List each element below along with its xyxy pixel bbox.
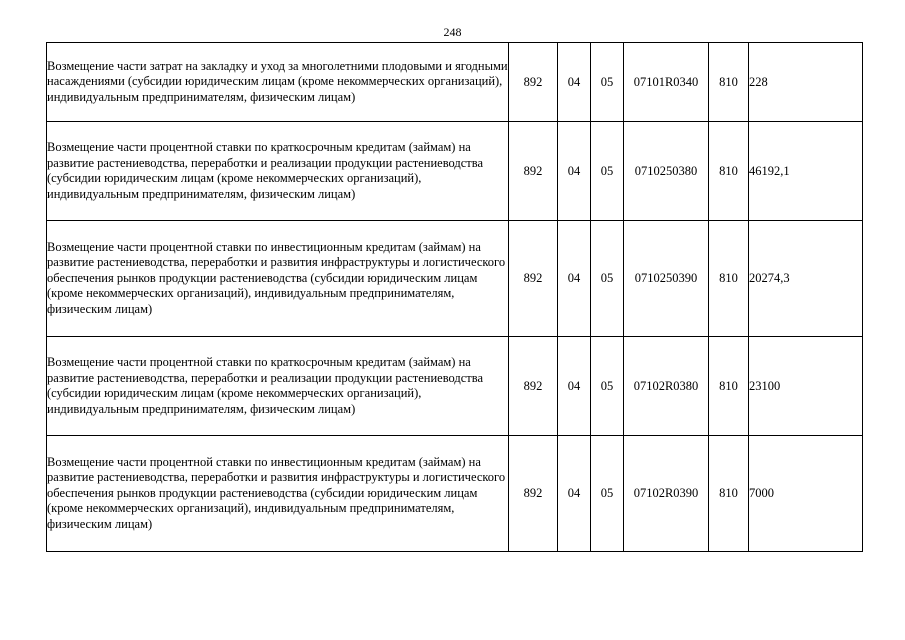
subsection-code-cell: 05 xyxy=(591,436,624,552)
amount-cell: 46192,1 xyxy=(749,122,863,221)
subsection-code-cell: 05 xyxy=(591,43,624,122)
subsection-code-cell: 05 xyxy=(591,337,624,436)
amount-cell: 228 xyxy=(749,43,863,122)
target-article-cell: 07101R0340 xyxy=(624,43,709,122)
section-code-cell: 04 xyxy=(558,337,591,436)
expense-name-cell: Возмещение части процентной ставки по инвестиционным кредитам (займам) на развитие растениеводства, переработки и развития инфраструктуры и логистического обеспечения рынков продукции растениеводства (субсидии юридическим лицам (кроме некоммерческих организаций), индивидуальным предпринимателям, физическим лицам) xyxy=(47,221,509,337)
table-row xyxy=(47,43,863,122)
section-code-cell: 04 xyxy=(558,122,591,221)
amount-cell: 20274,3 xyxy=(749,221,863,337)
amount-cell: 7000 xyxy=(749,436,863,552)
table-row xyxy=(47,337,863,436)
section-code-cell: 04 xyxy=(558,436,591,552)
ministry-code-cell: 892 xyxy=(509,43,558,122)
expense-type-cell: 810 xyxy=(709,436,749,552)
table-row xyxy=(47,436,863,552)
ministry-code-cell: 892 xyxy=(509,337,558,436)
ministry-code-cell: 892 xyxy=(509,221,558,337)
expense-name-cell: Возмещение части процентной ставки по краткосрочным кредитам (займам) на развитие растениеводства, переработки и реализации продукции растениеводства (субсидии юридическим лицам (кроме некоммерческих организаций), индивидуальным предпринимателям, физическим лицам) xyxy=(47,122,509,221)
expense-name-cell: Возмещение части затрат на закладку и уход за многолетними плодовыми и ягодными насаждениями (субсидии юридическим лицам (кроме некоммерческих организаций), индивидуальным предпринимателям, физическим лицам) xyxy=(47,43,509,122)
budget-table xyxy=(46,42,863,552)
subsection-code-cell: 05 xyxy=(591,122,624,221)
ministry-code-cell: 892 xyxy=(509,436,558,552)
expense-type-cell: 810 xyxy=(709,122,749,221)
amount-cell: 23100 xyxy=(749,337,863,436)
expense-type-cell: 810 xyxy=(709,337,749,436)
subsection-code-cell: 05 xyxy=(591,221,624,337)
table-row xyxy=(47,122,863,221)
target-article-cell: 07102R0380 xyxy=(624,337,709,436)
section-code-cell: 04 xyxy=(558,43,591,122)
page-number: 248 xyxy=(443,25,462,39)
section-code-cell: 04 xyxy=(558,221,591,337)
expense-name-cell: Возмещение части процентной ставки по инвестиционным кредитам (займам) на развитие растениеводства, переработки и развития инфраструктуры и логистического обеспечения рынков продукции растениеводства (субсидии юридическим лицам (кроме некоммерческих организаций), индивидуальным предпринимателям, физическим лицам) xyxy=(47,436,509,552)
target-article-cell: 07102R0390 xyxy=(624,436,709,552)
table-row xyxy=(47,221,863,337)
expense-name-cell: Возмещение части процентной ставки по краткосрочным кредитам (займам) на развитие растениеводства, переработки и реализации продукции растениеводства (субсидии юридическим лицам (кроме некоммерческих организаций), индивидуальным предпринимателям, физическим лицам) xyxy=(47,337,509,436)
expense-type-cell: 810 xyxy=(709,43,749,122)
ministry-code-cell: 892 xyxy=(509,122,558,221)
target-article-cell: 0710250390 xyxy=(624,221,709,337)
target-article-cell: 0710250380 xyxy=(624,122,709,221)
expense-type-cell: 810 xyxy=(709,221,749,337)
